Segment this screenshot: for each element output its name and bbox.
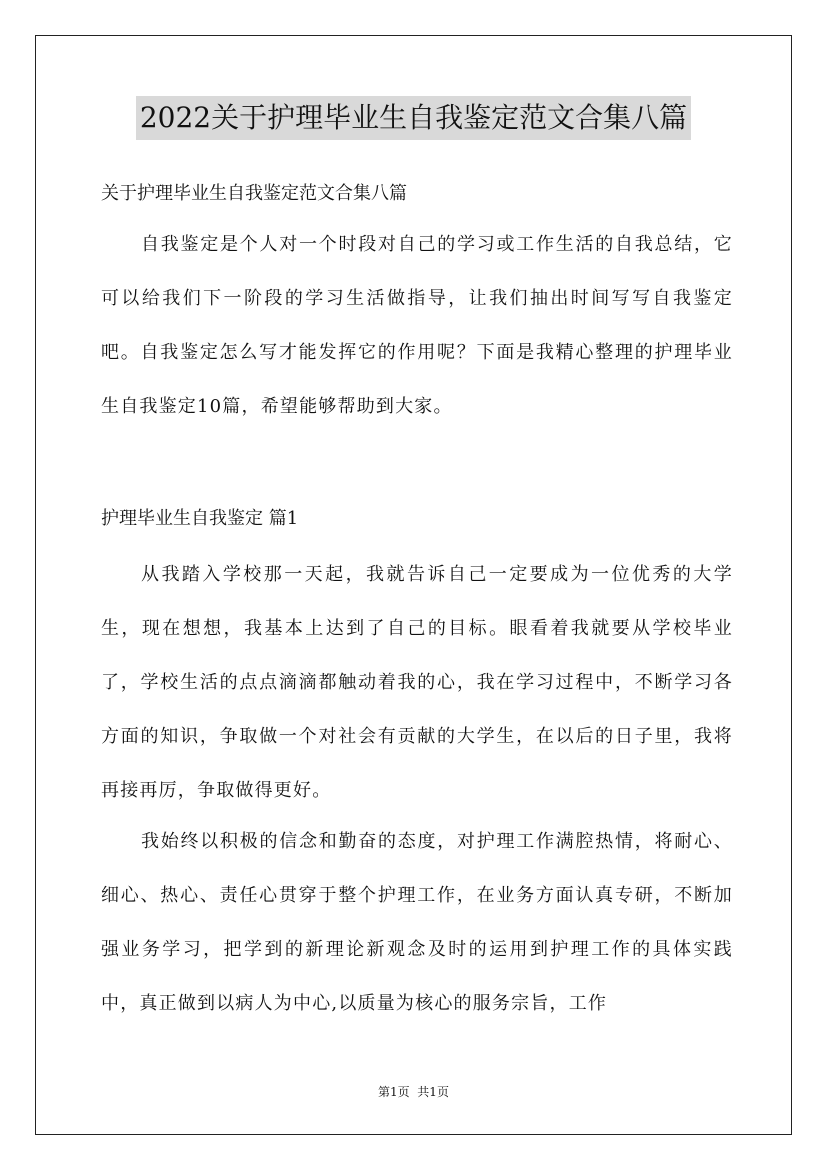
intro-paragraph: 自我鉴定是个人对一个时段对自己的学习或工作生活的自我总结，它可以给我们下一阶段的学习生活做指导，让我们抽出时间写写自我鉴定吧。自我鉴定怎么写才能发挥它的作用呢？下面是我精心整理的护理毕业生自我鉴定10篇，希望能够帮助到大家。: [101, 234, 733, 417]
body-paragraph-2: 我始终以积极的信念和勤奋的态度，对护理工作满腔热情，将耐心、细心、热心、责任心贯穿于整个护理工作，在业务方面认真专研，不断加强业务学习，把学到的新理论新观念及时的运用到护理工作的具体实践中，真正做到以病人为中心,以质量为核心的服务宗旨，工作: [101, 831, 733, 1014]
title-container: [0, 96, 827, 140]
document-subtitle: 关于护理毕业生自我鉴定范文合集八篇: [101, 183, 407, 204]
page-footer: 第1页 共1页: [378, 1085, 449, 1099]
section-heading: 护理毕业生自我鉴定 篇1: [101, 508, 299, 529]
document-title: 2022关于护理毕业生自我鉴定范文合集八篇: [136, 96, 691, 140]
body-paragraph-1: 从我踏入学校那一天起，我就告诉自己一定要成为一位优秀的大学生，现在想想，我基本上达到了自己的目标。眼看着我就要从学校毕业了，学校生活的点点滴滴都触动着我的心，我在学习过程中，不断学习各方面的知识，争取做一个对社会有贡献的大学生，在以后的日子里，我将再接再厉，争取做得更好。: [101, 564, 733, 801]
